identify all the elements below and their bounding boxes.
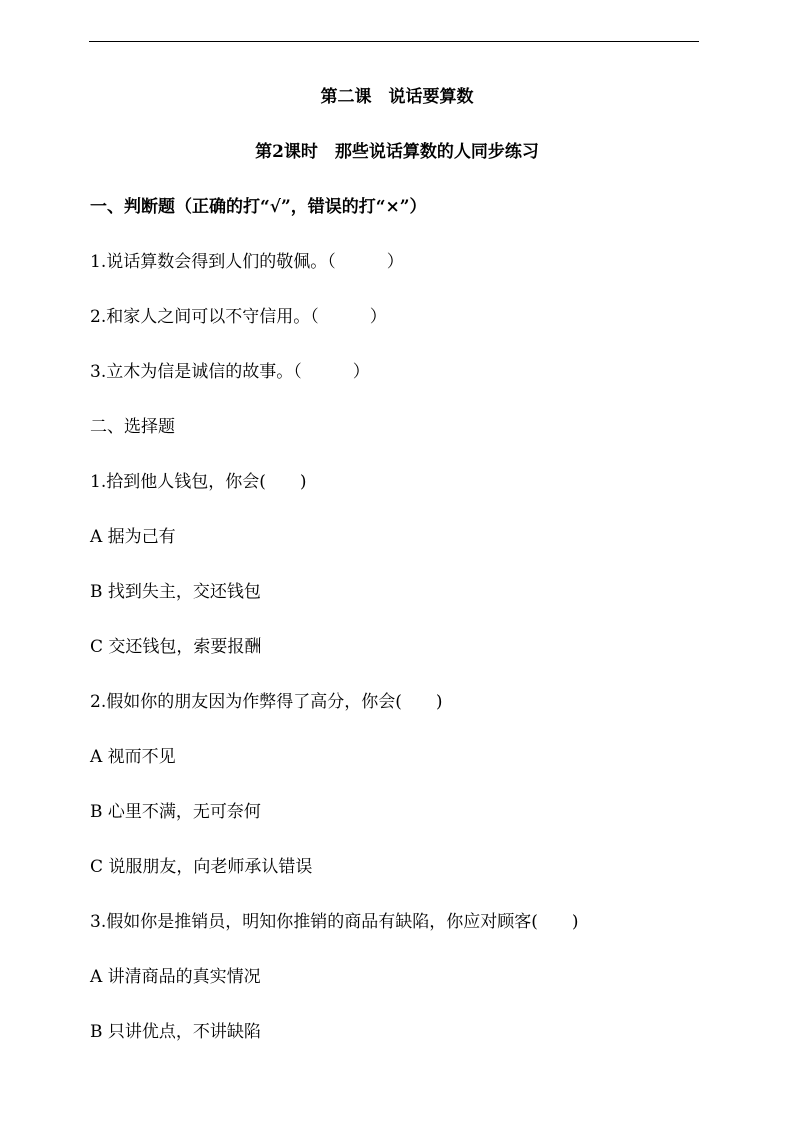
lesson-title: 第二课 说话要算数 — [320, 87, 474, 107]
question-1-option-b: B 找到失主，交还钱包 — [90, 582, 261, 602]
question-3-option-a: A 讲清商品的真实情况 — [90, 967, 261, 987]
true-false-item-3: 3.立木为信是诚信的故事。（ ） — [90, 362, 370, 382]
question-3-option-b: B 只讲优点，不讲缺陷 — [90, 1022, 261, 1042]
section-2-heading: 二、选择题 — [90, 417, 175, 437]
lesson-subtitle: 第2课时 那些说话算数的人同步练习 — [255, 142, 539, 162]
question-3-stem: 3.假如你是推销员，明知你推销的商品有缺陷，你应对顾客( ) — [90, 912, 579, 932]
section-1-heading: 一、判断题（正确的打“√”，错误的打“×”） — [90, 197, 427, 217]
question-1-option-c: C 交还钱包，索要报酬 — [90, 637, 262, 657]
question-2-option-b: B 心里不满，无可奈何 — [90, 802, 261, 822]
true-false-item-1: 1.说话算数会得到人们的敬佩。（ ） — [90, 252, 404, 272]
question-2-stem: 2.假如你的朋友因为作弊得了高分，你会( ) — [90, 692, 443, 712]
true-false-item-2: 2.和家人之间可以不守信用。（ ） — [90, 307, 387, 327]
question-1-stem: 1.拾到他人钱包，你会( ) — [90, 472, 307, 492]
question-2-option-a: A 视而不见 — [90, 747, 176, 767]
header-rule — [89, 41, 699, 42]
question-1-option-a: A 据为己有 — [90, 527, 176, 547]
question-2-option-c: C 说服朋友，向老师承认错误 — [90, 857, 313, 877]
